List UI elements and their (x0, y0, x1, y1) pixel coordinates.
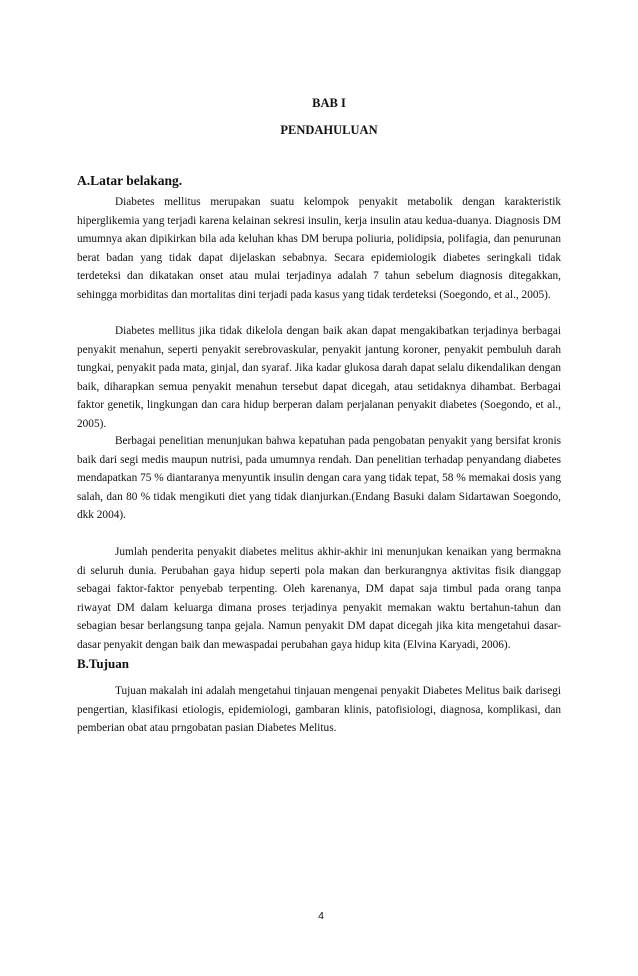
page-number: 4 (318, 910, 324, 922)
paragraph: Tujuan makalah ini adalah mengetahui tinjauan mengenai penyakit Diabetes Melitus baik darisegi pengertian, klasifikasi etiologis, epidemiologi, gambaran klinis, patofisiologi, diagnosa, komplikasi, dan pemberian obat atau prngobatan pasian Diabetes Melitus. (77, 685, 561, 735)
paragraph: Diabetes mellitus merupakan suatu kelompok penyakit metabolik dengan karakteristik hiperglikemia yang terjadi karena kelainan sekresi insulin, kerja insulin atau kedua-duanya. Diagnosis DM umumnya akan dipikirkan bila ada keluhan khas DM berupa poliuria, polidipsia, polifagia, dan penurunan berat badan yang tidak dapat dijelaskan sebabnya. Secara epidemiologik diabetes seringkali tidak terdeteksi dan dikatakan onset atau mulai terjadinya adalah 7 tahun sebelum diagnosis ditegakkan, sehingga morbiditas dan mortalitas dini terjadi pada kasus yang tidak terdeteksi (Soegondo, et al., 2005). (77, 196, 561, 301)
paragraph: Jumlah penderita penyakit diabetes melitus akhir-akhir ini menunjukan kenaikan yang bermakna di seluruh dunia. Perubahan gaya hidup seperti pola makan dan berkurangnya aktivitas fisik dianggap sebagai faktor-faktor penyebab terpenting. Oleh karenanya, DM dapat saja timbul pada orang tanpa riwayat DM dalam keluarga dimana proses terjadinya penyakit memakan waktu bertahun-tahun dan sebagian besar berlangsung tanpa gejala. Namun penyakit DM dapat dicegah jika kita mengetahui dasar-dasar penyakit dengan baik dan mewaspadai perubahan gaya hidup kita (Elvina Karyadi, 2006). (77, 546, 561, 651)
section-heading-tujuan: B.Tujuan (77, 656, 129, 671)
section-heading-latar-belakang: A.Latar belakang. (77, 173, 183, 188)
chapter-number: BAB I (312, 96, 346, 110)
paragraph: Diabetes mellitus jika tidak dikelola dengan baik akan dapat mengakibatkan terjadinya berbagai penyakit menahun, seperti penyakit serebrovaskular, penyakit jantung koroner, penyakit pembuluh darah tungkai, penyakit pada mata, ginjal, dan syaraf. Jika kadar glukosa darah dapat selalu dikendalikan dengan baik, diharapkan semua penyakit menahun tersebut dapat dicegah, atau setidaknya dihambat. Berbagai faktor genetik, lingkungan dan cara hidup berperan dalam perjalanan penyakit diabetes (Soegondo, et al., 2005). (77, 325, 561, 430)
paragraph: Berbagai penelitian menunjukan bahwa kepatuhan pada pengobatan penyakit yang bersifat kronis baik dari segi medis maupun nutrisi, pada umumnya rendah. Dan penelitian terhadap penyandang diabetes mendapatkan 75 % diantaranya menyuntik insulin dengan cara yang tidak tepat, 58 % memakai dosis yang salah, dan 80 % tidak mengikuti diet yang tidak dianjurkan.(Endang Basuki dalam Sidartawan Soegondo, dkk 2004). (77, 435, 561, 522)
chapter-title: PENDAHULUAN (280, 123, 378, 137)
